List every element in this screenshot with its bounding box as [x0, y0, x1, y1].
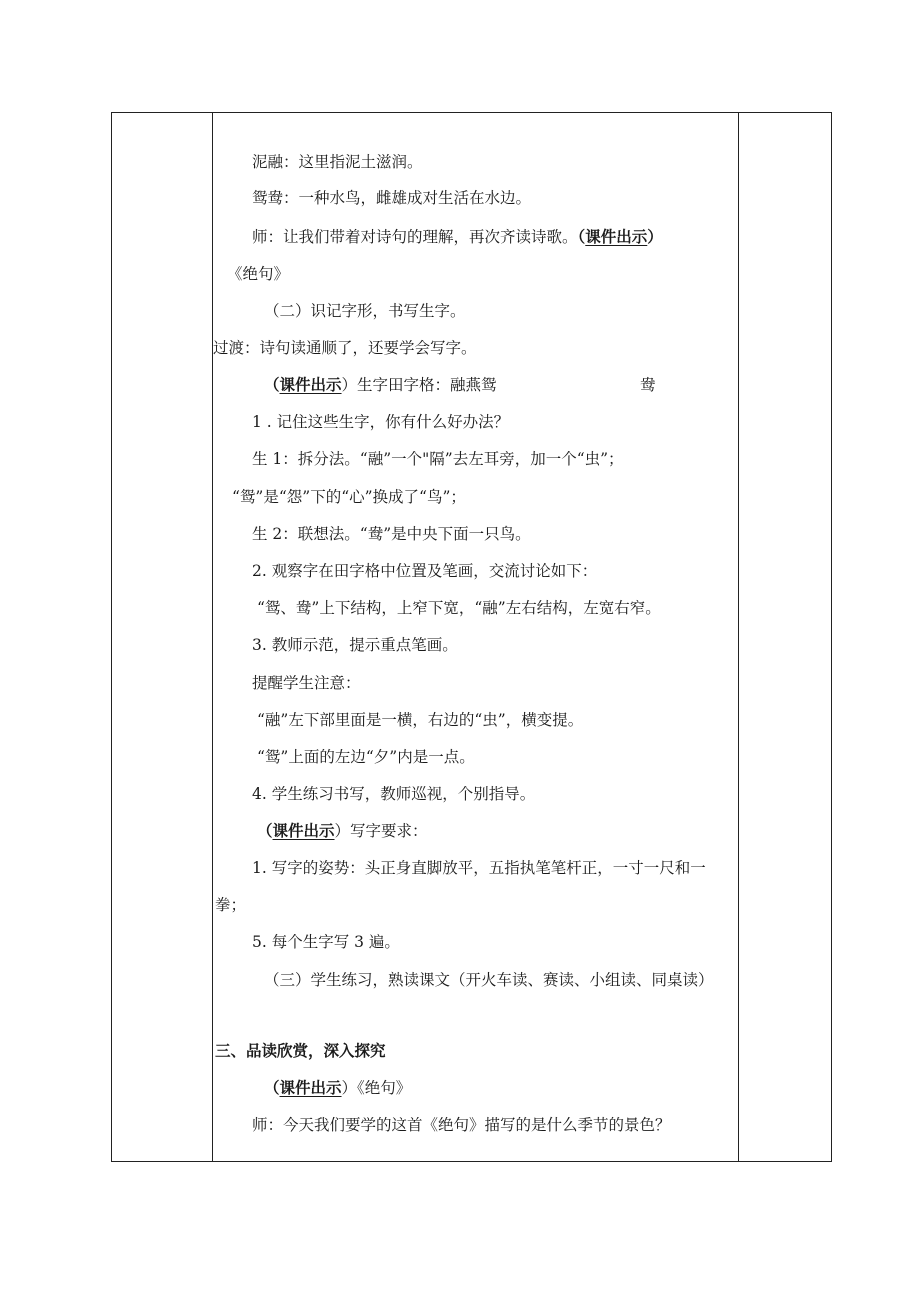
section-heading: （三）学生练习，熟读课文（开火车读、赛读、小组读、同桌读）	[264, 971, 714, 989]
text-line: 5. 每个生字写 3 遍。	[252, 933, 400, 951]
left-column-divider	[212, 113, 213, 1161]
text-line: 1. 写字的姿势：头正身直脚放平，五指执笔笔杆正，一寸一尺和一	[252, 859, 706, 877]
text-line: 生 1：拆分法。“融”一个"隔”去左耳旁，加一个“虫”；	[252, 450, 624, 468]
text-line: 鸳鸯：一种水鸟，雌雄成对生活在水边。	[252, 189, 532, 207]
text-segment: （	[257, 821, 273, 840]
text-line: 4. 学生练习书写，教师巡视，个别指导。	[252, 785, 536, 803]
text-line: 3. 教师示范，提示重点笔画。	[252, 636, 458, 654]
text-line: “鸳”上面的左边“夕”内是一点。	[257, 748, 475, 766]
text-segment: （	[577, 227, 586, 246]
courseware-display-label: 课件出示	[585, 227, 648, 246]
text-line: 《绝句》	[227, 265, 290, 283]
text-line: “融”左下部里面是一横，右边的“虫”，横变提。	[257, 711, 584, 729]
text-line	[264, 1078, 411, 1098]
text-line: 鸯	[640, 376, 656, 394]
text-line: 过渡：诗句读通顺了，还要学会写字。	[213, 339, 477, 357]
text-segment: （	[264, 1078, 280, 1097]
right-column-divider	[738, 113, 739, 1161]
text-line: 2. 观察字在田字格中位置及笔画，交流讨论如下：	[252, 562, 598, 580]
text-line	[264, 375, 497, 395]
text-line	[252, 227, 663, 247]
section-heading: （二）识记字形，书写生字。	[264, 302, 466, 320]
text-line: 泥融：这里指泥土滋润。	[252, 153, 423, 171]
text-segment: ）写字要求：	[334, 822, 428, 840]
text-segment: ）	[647, 227, 663, 246]
courseware-display-label: 课件出示	[279, 1078, 342, 1097]
text-line: 1 . 记住这些生字，你有什么好办法？	[252, 413, 510, 431]
text-line: 提醒学生注意：	[252, 674, 361, 692]
lesson-plan-table	[111, 112, 832, 1162]
courseware-display-label: 课件出示	[279, 375, 342, 394]
text-line: 师：今天我们要学的这首《绝句》描写的是什么季节的景色？	[252, 1116, 671, 1134]
text-line: “鸳、鸯”上下结构，上窄下宽，“融”左右结构，左宽右窄。	[257, 599, 661, 617]
text-line: 生 2：联想法。“鸯”是中央下面一只鸟。	[252, 525, 531, 543]
text-line: 拳；	[215, 896, 247, 914]
section-heading: 三、品读欣赏，深入探究	[215, 1041, 386, 1060]
text-segment: ）《绝句》	[341, 1079, 412, 1097]
text-segment: ）生字田字格：融燕鸳	[341, 376, 497, 394]
text-segment: （	[264, 375, 280, 394]
text-line	[257, 821, 428, 841]
text-line: “鸳”是“怨”下的“心”换成了“鸟”；	[232, 488, 466, 506]
text-segment: 师：让我们带着对诗句的理解，再次齐读诗歌。	[252, 228, 578, 246]
courseware-display-label: 课件出示	[272, 821, 335, 840]
